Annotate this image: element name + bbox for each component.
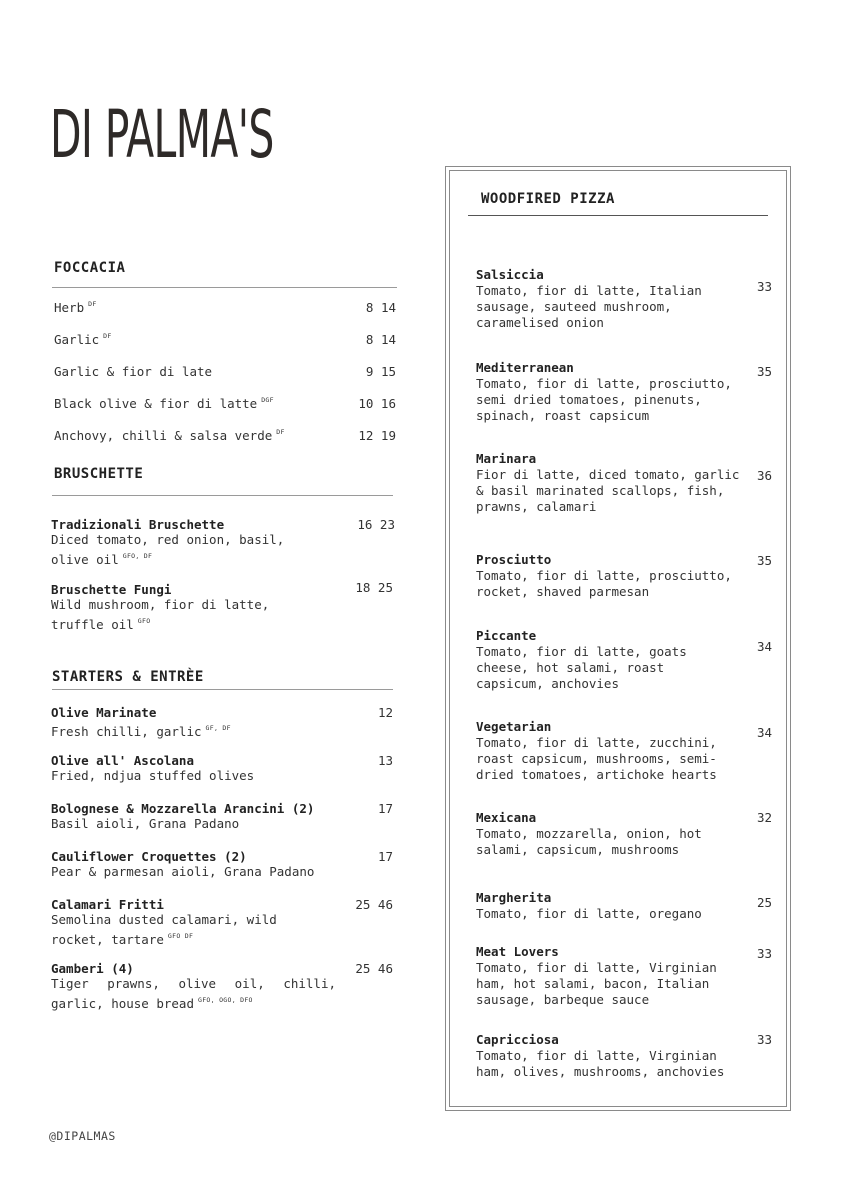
item-description: Fresh chilli, garlic $^{GF, DF}$ [51, 724, 231, 739]
dietary-tag: GFO, OGO, DFO [198, 996, 253, 1004]
starters-divider [52, 689, 393, 690]
menu-item [51, 753, 341, 784]
item-name: Calamari Fritti [51, 897, 164, 912]
dietary-tag: DF [88, 300, 97, 308]
item-description: Tiger prawns, olive oil, chilli, garlic, house bread $^{GFO, OGO, DFO}$ [51, 976, 336, 1011]
item-name: Salsiccia [476, 267, 544, 282]
item-name: Anchovy, chilli & salsa verde [54, 428, 273, 443]
item-description: Basil aioli, Grana Padano [51, 816, 240, 831]
item-description: Pear & parmesan aioli, Grana Padano [51, 864, 315, 879]
item-price: 32 [756, 810, 772, 825]
item-price: 12 [377, 705, 393, 720]
dietary-tag: DF [276, 428, 285, 436]
item-price: 10 16 [358, 396, 396, 411]
item-description: Tomato, fior di latte, oregano [476, 906, 702, 921]
item-price: 36 [756, 468, 772, 483]
menu-item [54, 428, 285, 443]
pizza-item [476, 552, 746, 600]
item-price: 16 23 [357, 517, 395, 532]
pizza-item [476, 810, 746, 858]
item-name: Tradizionali Bruschette [51, 517, 225, 532]
item-description: Wild mushroom, fior di latte, truffle oil $^{GFO}$ [51, 597, 270, 632]
item-name: Herb [54, 300, 85, 315]
menu-item [54, 332, 112, 347]
item-name: Garlic & fior di late [54, 364, 213, 379]
foccacia-divider [52, 287, 397, 288]
item-name: Vegetarian [476, 719, 552, 734]
item-name: Olive Marinate [51, 705, 157, 720]
item-name: Garlic [54, 332, 100, 347]
menu-item [51, 897, 301, 948]
dietary-tag: GFO, DF [122, 552, 153, 560]
menu-item [51, 961, 336, 1012]
item-price: 35 [756, 553, 772, 568]
item-price: 12 19 [358, 428, 396, 443]
menu-item [54, 364, 212, 379]
dietary-tag: GF, DF [205, 724, 231, 732]
item-description: Tomato, fior di latte, goats cheese, hot salami, roast capsicum, anchovies [476, 644, 687, 691]
foccacia-heading: FOCCACIA [54, 260, 126, 276]
item-price: 17 [377, 801, 393, 816]
bruschette-divider [52, 495, 393, 496]
dietary-tag: GFO DF [167, 932, 194, 940]
dietary-tag: DF [103, 332, 112, 340]
item-price: 9 15 [365, 364, 396, 379]
item-description: Diced tomato, red onion, basil, olive oil $^{GFO, DF}$ [51, 532, 285, 567]
item-description: Tomato, fior di latte, prosciutto, rocket, shaved parmesan [476, 568, 732, 599]
item-name: Black olive & fior di latte [54, 396, 258, 411]
item-description: Semolina dusted calamari, wild rocket, tartare $^{GFO DF}$ [51, 912, 277, 947]
menu-item [51, 705, 341, 740]
item-name: Cauliflower Croquettes (2) [51, 849, 247, 864]
menu-item [51, 849, 351, 880]
item-name: Mexicana [476, 810, 537, 825]
item-price: 13 [377, 753, 393, 768]
item-price: 34 [756, 725, 772, 740]
bruschette-heading: BRUSCHETTE [54, 466, 144, 482]
item-price: 8 14 [365, 332, 396, 347]
item-description: Tomato, fior di latte, Virginian ham, hot salami, bacon, Italian sausage, barbeque sauce [476, 960, 717, 1007]
pizza-heading: WOODFIRED PIZZA [481, 191, 615, 207]
item-description: Tomato, fior di latte, Virginian ham, olives, mushrooms, anchovies [476, 1048, 725, 1079]
pizza-item [476, 890, 746, 922]
item-description: Fried, ndjua stuffed olives [51, 768, 255, 783]
pizza-divider [468, 215, 768, 216]
item-price: 8 14 [365, 300, 396, 315]
item-name: Olive all' Ascolana [51, 753, 194, 768]
pizza-item [476, 267, 746, 331]
item-price: 33 [756, 279, 772, 294]
item-price: 17 [377, 849, 393, 864]
menu-item [54, 396, 274, 411]
item-name: Prosciutto [476, 552, 552, 567]
item-name: Margherita [476, 890, 552, 905]
item-name: Piccante [476, 628, 537, 643]
item-description: Tomato, mozzarella, onion, hot salami, capsicum, mushrooms [476, 826, 702, 857]
item-name: Meat Lovers [476, 944, 559, 959]
menu-item [51, 517, 311, 568]
item-description: Tomato, fior di latte, prosciutto, semi dried tomatoes, pinenuts, spinach, roast capsicum [476, 376, 732, 423]
restaurant-logo: DI PALMA'S [50, 96, 274, 173]
pizza-item [476, 360, 746, 424]
item-price: 35 [756, 364, 772, 379]
item-description: Tomato, fior di latte, zucchini, roast capsicum, mushrooms, semi-dried tomatoes, artichoke hearts [476, 735, 717, 782]
item-name: Mediterranean [476, 360, 574, 375]
item-name: Marinara [476, 451, 537, 466]
pizza-item [476, 944, 746, 1008]
item-name: Bolognese & Mozzarella Arancini (2) [51, 801, 315, 816]
item-name: Gamberi (4) [51, 961, 134, 976]
item-price: 34 [756, 639, 772, 654]
pizza-item [476, 451, 746, 515]
item-description: Tomato, fior di latte, Italian sausage, sauteed mushroom, caramelised onion [476, 283, 702, 330]
menu-item [51, 582, 291, 633]
menu-item [51, 801, 341, 832]
item-name: Bruschette Fungi [51, 582, 172, 597]
item-price: 33 [756, 946, 772, 961]
pizza-item [476, 719, 746, 783]
item-price: 18 25 [355, 580, 393, 595]
dietary-tag: GFO [137, 617, 151, 625]
pizza-item [476, 1032, 746, 1080]
item-price: 25 46 [355, 961, 393, 976]
item-price: 25 [756, 895, 772, 910]
starters-heading: STARTERS & ENTRÈE [52, 669, 204, 685]
pizza-item [476, 628, 746, 692]
item-description: Fior di latte, diced tomato, garlic & basil marinated scallops, fish, prawns, calamari [476, 467, 740, 514]
dietary-tag: DGF [261, 396, 274, 404]
item-price: 25 46 [355, 897, 393, 912]
item-name: Capricciosa [476, 1032, 559, 1047]
social-handle: @DIPALMAS [49, 1129, 116, 1143]
item-price: 33 [756, 1032, 772, 1047]
menu-item [54, 300, 97, 315]
